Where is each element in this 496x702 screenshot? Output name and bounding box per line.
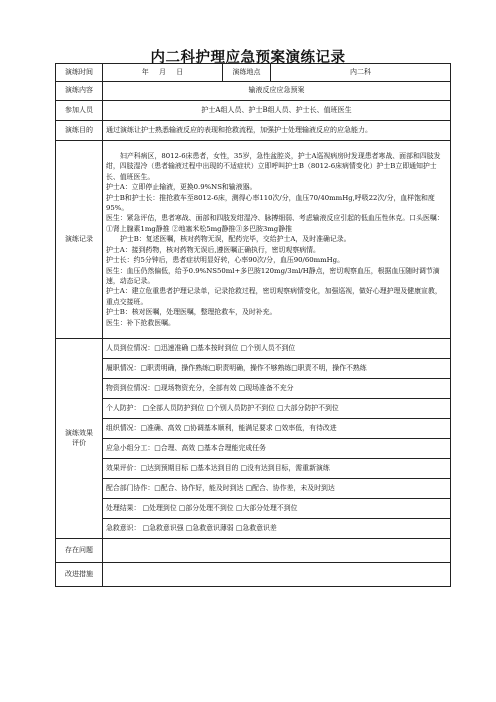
drill-record-table xyxy=(55,63,451,587)
evaluation-item: 处理结果： □处理到位 □部分处理不到位 □大部分处理不到位 xyxy=(103,499,451,519)
record-paragraph: 护士B和护士长：推抢救车至8012-6床，测得心率110次/分，血压70/40mmHg,呼吸22次/分，血样饱和度95%。 xyxy=(106,193,435,213)
evaluation-label xyxy=(56,339,103,539)
record-paragraph: 医生：血压仍然偏低，给予0.9%NS50ml+多巴胺120mg/3ml/H静点，密切观察血压，根据血压随时调节滴速，动态记录。 xyxy=(106,266,440,285)
record-paragraph: 护士B：复述医嘱，核对药物无误，配药完毕，交给护士A，及时准确记录。 xyxy=(120,235,351,244)
evaluation-label-line1: 演练效果 xyxy=(65,429,93,438)
row-evaluation xyxy=(56,339,451,359)
evaluation-item: 配合部门协作：□配合、协作好，能及时到达 □配合、协作差，未及时到达 xyxy=(103,479,451,499)
evaluation-item: 人员到位情况：□迅速准确 □基本按时到位 □个别人员不到位 xyxy=(103,339,451,359)
row-drill-content xyxy=(56,82,451,101)
drill-location-label: 演练地点 xyxy=(223,64,271,82)
evaluation-item: 履职情况：□职责明确，操作熟练□职责明确，操作不够熟练□职责不明，操作不熟练 xyxy=(103,359,451,379)
row-improvement-measures xyxy=(56,563,451,587)
row-participants xyxy=(56,101,451,121)
record-paragraph: 护士A：建立危重患者护理记录单，记录抢救过程，密切观察病情变化，加强巡视，做好心理护理及健康宣教，重点交接班。 xyxy=(106,287,442,306)
drill-location-value: 内二科 xyxy=(271,64,451,82)
drill-record-body xyxy=(103,141,451,339)
evaluation-item: 个人防护： □全部人员防护到位 □个别人员防护不到位 □大部分防护不到位 xyxy=(103,399,451,419)
improvement-measures-value[interactable] xyxy=(103,563,451,587)
record-paragraph: 医生：补下抢救医嘱。 xyxy=(106,318,175,327)
record-paragraph: 医生：紧急评估，患者寒战、面部和四肢发绀湿冷、脉搏细弱、考虑输液反应引起的低血压性休克。口头医嘱：①肾上腺素1mg静推 ②地塞米松5mg静推③多巴胺3mg静推 xyxy=(106,214,444,233)
evaluation-item: 急救意识： □急救意识强 □急救意识薄弱 □急救意识差 xyxy=(103,519,451,539)
record-paragraph: 护士A：接到药物，核对药物无误后,遵医嘱正确执行，密切观察病情。 xyxy=(106,245,320,254)
drill-content-value: 输液反应应急预案 xyxy=(103,82,451,101)
row-drill-time xyxy=(56,64,451,82)
participants-label: 参加人员 xyxy=(56,101,103,121)
row-drill-record xyxy=(56,141,451,339)
row-drill-purpose xyxy=(56,121,451,141)
drill-purpose-value: 通过演练让护士熟悉输液反应的表现和抢救流程，加强护士处理输液反应的应急能力。 xyxy=(103,121,451,141)
drill-time-label: 演练时间 xyxy=(56,64,103,82)
drill-time-value: 年 月 日 xyxy=(103,64,223,82)
improvement-measures-label: 改进措施 xyxy=(56,563,103,587)
record-paragraph: 护士A：立即停止输液，更换0.9%NS和输液器。 xyxy=(106,183,257,192)
evaluation-label-line2: 评价 xyxy=(72,438,86,447)
evaluation-item: 应急小组分工：□合理、高效 □基本合理能完成任务 xyxy=(103,439,451,459)
evaluation-item: 效果评价：□达到预期目标 □基本达到目的 □没有达到目标，需重新演练 xyxy=(103,459,451,479)
record-paragraph: 护士长：约5分钟后，患者症状明显好转，心率90次/分，血压90/60mmHg。 xyxy=(106,256,344,265)
document-title: 内二科护理应急预案演练记录 xyxy=(150,49,346,66)
record-paragraph: 护士B：核对医嘱，处理医嘱，整理抢救车，及时补充。 xyxy=(106,308,277,317)
existing-issues-label: 存在问题 xyxy=(56,539,103,563)
participants-value: 护士A组人员、护士B组人员、护士长、值班医生 xyxy=(103,101,451,121)
evaluation-item: 物资到位情况：□现场物资充分，全部有效 □现场准备不充分 xyxy=(103,379,451,399)
drill-record-label: 演练记录 xyxy=(56,141,103,339)
existing-issues-value[interactable] xyxy=(103,539,451,563)
evaluation-item: 组织情况：□准确、高效 □协调基本顺利，能满足要求 □效率低，有待改进 xyxy=(103,419,451,439)
record-paragraph: 妇产科病区，8012-6床患者，女性，35岁，急性盆腔炎，护士A巡视病房时发现患者寒战、面部和四肢发绀，四肢湿冷（患者输液过程中出现的不适症状）立即呼叫护士B（8012-6床病情变化）护士B立即通知护士长、值班医生。 xyxy=(106,152,441,181)
drill-content-label: 演练内容 xyxy=(56,82,103,101)
row-existing-issues xyxy=(56,539,451,563)
drill-purpose-label: 演练目的 xyxy=(56,121,103,141)
